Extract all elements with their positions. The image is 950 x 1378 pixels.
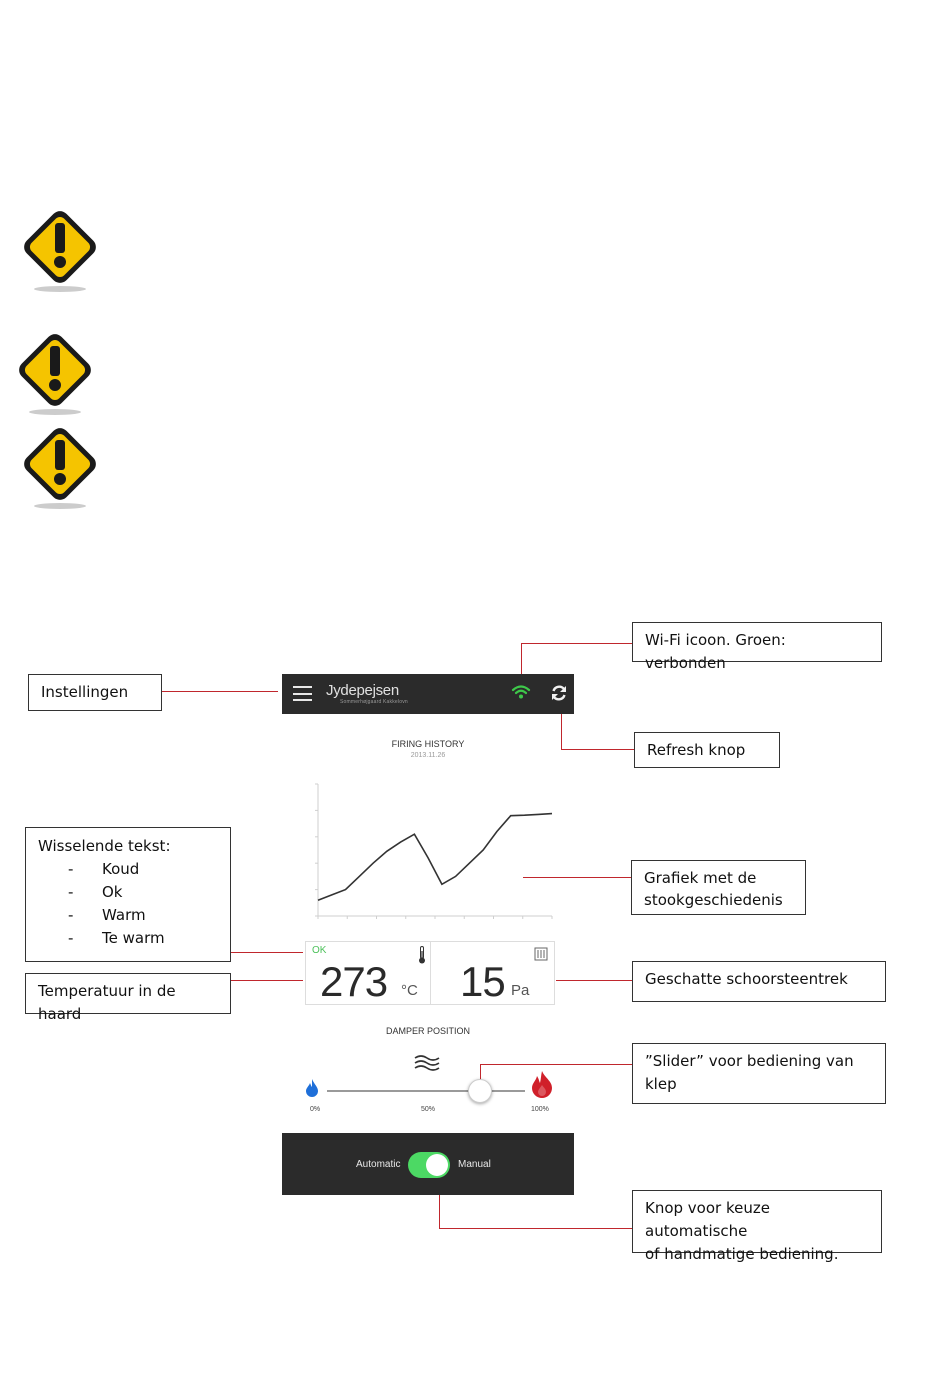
connector-refresh-h — [561, 749, 634, 750]
callout-wifi — [632, 622, 882, 672]
connector-slider-h — [480, 1064, 632, 1065]
damper-slider-knob[interactable] — [468, 1079, 492, 1103]
hot-flame-icon — [530, 1070, 554, 1098]
mode-manual-label: Manual — [458, 1159, 491, 1170]
callout-slider-line1: ”Slider” voor bediening van — [645, 1052, 854, 1070]
hamburger-menu-icon[interactable] — [293, 686, 312, 701]
firing-history-title: FIRING HISTORY — [391, 739, 465, 749]
connector-draft — [556, 980, 632, 981]
callout-graph-line2: stookgeschiedenis — [644, 891, 783, 909]
toggle-thumb — [426, 1154, 448, 1176]
thermometer-icon — [418, 946, 426, 964]
readout-divider — [430, 942, 431, 1004]
callout-graph-line1: Grafiek met de — [644, 869, 757, 887]
app-header — [282, 674, 574, 714]
temperature-value: 273 — [320, 958, 388, 1005]
callout-temperature — [25, 973, 231, 1023]
warning-icon — [14, 420, 106, 512]
cold-flame-icon — [305, 1078, 319, 1098]
mode-toggle-switch[interactable] — [408, 1152, 450, 1178]
damper-slider-track[interactable] — [327, 1090, 525, 1092]
callout-temperature-text: Temperatuur in de haard — [38, 982, 176, 1023]
warning-icon — [14, 203, 106, 295]
airflow-icon — [412, 1053, 442, 1071]
firing-history-chart — [300, 778, 562, 928]
brand-logo: Jydepejsen — [326, 682, 399, 699]
callout-draft — [632, 961, 886, 1002]
firing-history-date: 2013.11.26 — [410, 752, 446, 759]
refresh-icon[interactable] — [550, 684, 568, 702]
callout-settings-text: Instellingen — [41, 683, 129, 701]
temperature-unit: °C — [401, 982, 418, 999]
status-text: OK — [312, 945, 327, 956]
readout-panel — [305, 941, 555, 1005]
brand-tagline: Sommerhøjgaard Kakkelovn — [340, 699, 408, 705]
mode-bar — [282, 1133, 574, 1195]
list-item: - Koud — [68, 860, 140, 878]
status-list — [38, 858, 218, 950]
chart-series-line — [318, 814, 552, 901]
mode-automatic-label: Automatic — [356, 1159, 401, 1170]
callout-slider-line2: klep — [645, 1075, 677, 1093]
callout-graph — [631, 860, 806, 915]
chimney-draft-icon — [534, 947, 548, 961]
list-item: - Ok — [68, 883, 123, 901]
damper-tick-0: 0% — [310, 1106, 321, 1113]
callout-status-text — [25, 827, 231, 962]
connector-settings — [162, 691, 278, 692]
callout-mode-line2: of handmatige bediening. — [645, 1245, 839, 1263]
callout-mode-line1: Knop voor keuze automatische — [645, 1199, 770, 1240]
pressure-value: 15 — [460, 958, 505, 1005]
damper-position-title: DAMPER POSITION — [385, 1026, 470, 1036]
callout-slider — [632, 1043, 886, 1104]
pressure-unit: Pa — [511, 982, 530, 999]
connector-temperature — [231, 980, 303, 981]
callout-status-title: Wisselende tekst: — [38, 837, 171, 855]
damper-tick-100: 100% — [531, 1106, 549, 1113]
callout-wifi-text: Wi-Fi icoon. Groen: verbonden — [645, 631, 786, 672]
callout-refresh — [634, 732, 780, 768]
callout-draft-text: Geschatte schoorsteentrek — [645, 970, 848, 988]
connector-wifi-h — [521, 643, 632, 644]
connector-mode-h — [439, 1228, 632, 1229]
callout-mode — [632, 1190, 882, 1263]
list-item: - Warm — [68, 906, 146, 924]
callout-settings — [28, 674, 162, 711]
callout-refresh-text: Refresh knop — [647, 741, 746, 759]
list-item: - Te warm — [68, 929, 165, 947]
wifi-icon — [511, 683, 531, 701]
connector-mode-v — [439, 1195, 440, 1228]
connector-slider-v — [480, 1064, 481, 1080]
damper-tick-50: 50% — [421, 1106, 436, 1113]
connector-status — [231, 952, 303, 953]
warning-icon — [9, 326, 101, 418]
